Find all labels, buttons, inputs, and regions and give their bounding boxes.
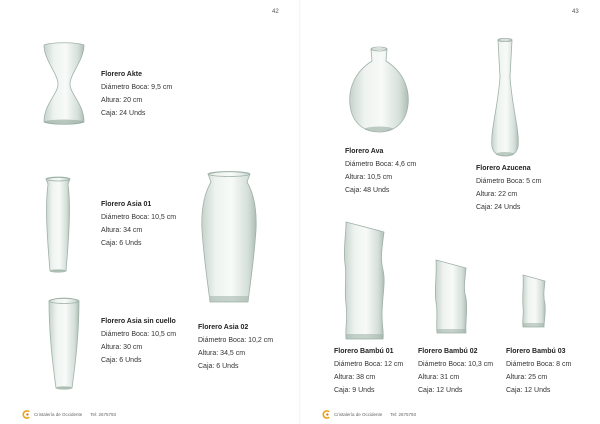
product-asia-02 — [198, 321, 273, 373]
product-asia-01 — [101, 198, 176, 250]
product-bambu-01 — [334, 345, 403, 397]
product-box: Caja: 24 Unds — [101, 110, 146, 117]
product-bambu-03 — [506, 345, 571, 397]
product-asia-sin-cuello — [101, 315, 176, 367]
product-box: Caja: 9 Unds — [334, 387, 375, 394]
product-box: Caja: 48 Unds — [345, 187, 390, 194]
footer-left — [22, 409, 116, 419]
product-bambu-02 — [418, 345, 493, 397]
footer-phone: Tel: 2675793 — [390, 411, 417, 417]
page-number-left: 42 — [272, 9, 279, 15]
vase-image-asia-01 — [40, 176, 76, 274]
product-name: Florero Bambú 02 — [418, 348, 478, 355]
vase-image-asia-02 — [198, 170, 260, 306]
vase-image-akte — [40, 42, 88, 126]
product-height: Altura: 31 cm — [418, 374, 460, 381]
product-height: Altura: 20 cm — [101, 97, 143, 104]
product-name: Florero Bambú 03 — [506, 348, 566, 355]
product-box: Caja: 12 Unds — [418, 387, 463, 394]
product-name: Florero Asia 02 — [198, 324, 249, 331]
product-height: Altura: 38 cm — [334, 374, 376, 381]
product-name: Florero Azucena — [476, 165, 531, 172]
product-box: Caja: 6 Unds — [101, 240, 142, 247]
brand-logo-icon — [322, 410, 331, 419]
product-azucena — [476, 162, 541, 214]
product-box: Caja: 6 Unds — [198, 363, 239, 370]
product-name: Florero Bambú 01 — [334, 348, 394, 355]
product-mouth-diameter: Diámetro Boca: 8 cm — [506, 361, 572, 368]
product-box: Caja: 24 Unds — [476, 204, 521, 211]
product-mouth-diameter: Diámetro Boca: 10,3 cm — [418, 361, 494, 368]
product-height: Altura: 22 cm — [476, 191, 518, 198]
product-height: Altura: 34,5 cm — [198, 350, 246, 357]
page-number-right: 43 — [572, 9, 579, 15]
vase-image-bambu-02 — [430, 256, 470, 336]
footer-company: Cristalería de Occidente — [34, 411, 83, 417]
vase-image-bambu-03 — [518, 272, 548, 330]
footer-right — [322, 409, 416, 419]
product-height: Altura: 25 cm — [506, 374, 548, 381]
page-gutter — [299, 0, 301, 424]
product-name: Florero Asia sin cuello — [101, 318, 176, 325]
product-name: Florero Ava — [345, 148, 384, 155]
product-mouth-diameter: Diámetro Boca: 10,5 cm — [101, 214, 177, 221]
product-ava — [345, 145, 416, 197]
product-mouth-diameter: Diámetro Boca: 5 cm — [476, 178, 542, 185]
vase-image-azucena — [488, 37, 522, 159]
product-mouth-diameter: Diámetro Boca: 4,6 cm — [345, 161, 417, 168]
product-mouth-diameter: Diámetro Boca: 10,2 cm — [198, 337, 274, 344]
vase-image-ava — [346, 45, 412, 135]
vase-image-asia-sin-cuello — [44, 296, 84, 392]
product-mouth-diameter: Diámetro Boca: 12 cm — [334, 361, 404, 368]
product-box: Caja: 12 Unds — [506, 387, 551, 394]
footer-company: Cristalería de Occidente — [334, 411, 383, 417]
product-height: Altura: 10,5 cm — [345, 174, 393, 181]
product-mouth-diameter: Diámetro Boca: 9,5 cm — [101, 84, 173, 91]
product-height: Altura: 34 cm — [101, 227, 143, 234]
product-height: Altura: 30 cm — [101, 344, 143, 351]
brand-logo-icon — [22, 410, 31, 419]
product-box: Caja: 6 Unds — [101, 357, 142, 364]
product-akte — [101, 68, 172, 120]
product-name: Florero Akte — [101, 71, 142, 78]
footer-phone: Tel: 2675793 — [90, 411, 117, 417]
product-mouth-diameter: Diámetro Boca: 10,5 cm — [101, 331, 177, 338]
vase-image-bambu-01 — [340, 218, 388, 342]
product-name: Florero Asia 01 — [101, 201, 152, 208]
